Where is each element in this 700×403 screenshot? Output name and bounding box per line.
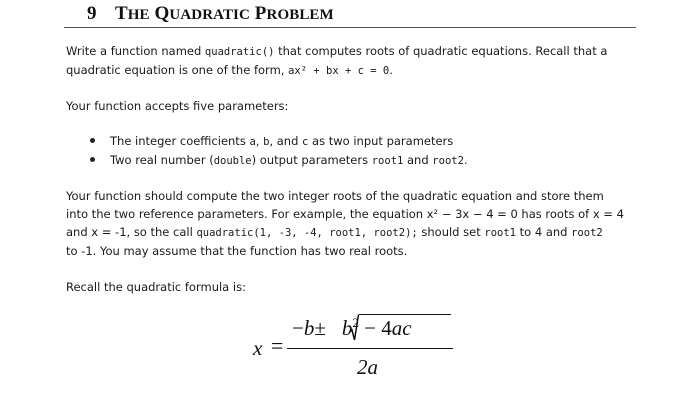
intro-paragraph: Write a function named quadratic() that computes roots of quadratic equations. Recall that a quadratic equation is one of the form, ax² + bx + c = 0. [66,44,608,77]
code-function-name: quadratic() [204,46,275,58]
code-equation: ax² + bx + c = 0 [288,65,390,77]
formula-lhs: x [253,336,263,360]
formula-equals: = [271,333,284,358]
section-number: 9 [87,3,97,24]
recall-text: Recall the quadratic formula is: [66,280,246,294]
list-item: Two real number (double) output parameters root1 and root2. [88,151,468,170]
fraction-bar [287,348,453,349]
params-intro: Your function accepts five parameters: [66,99,289,113]
title-word: THE [115,3,150,24]
compute-paragraph: Your function should compute the two integer roots of the quadratic equation and store them into the two reference parameters. For example, the equation x² − 3x − 4 = 0 has roots of x = 4 and x = -1, so the call quadratic(1, -3, -4, root1, root2); should set root1 to 4 and root2 to -1. You may assume that the function has two real roots. [66,189,624,258]
title-word: QUADRATIC [154,3,250,24]
code-example-call: quadratic(1, -3, -4, root1, root2); [196,227,418,239]
formula-numerator: $-b\pm b^2 - 4ac$ [292,315,412,340]
list-item: The integer coefficients a, b, and c as two input parameters [88,132,468,151]
title-word: PROBLEM [254,3,334,24]
radical-sign-icon [349,312,359,342]
formula-denominator: 2a [357,355,378,379]
radical-bar [359,314,451,315]
